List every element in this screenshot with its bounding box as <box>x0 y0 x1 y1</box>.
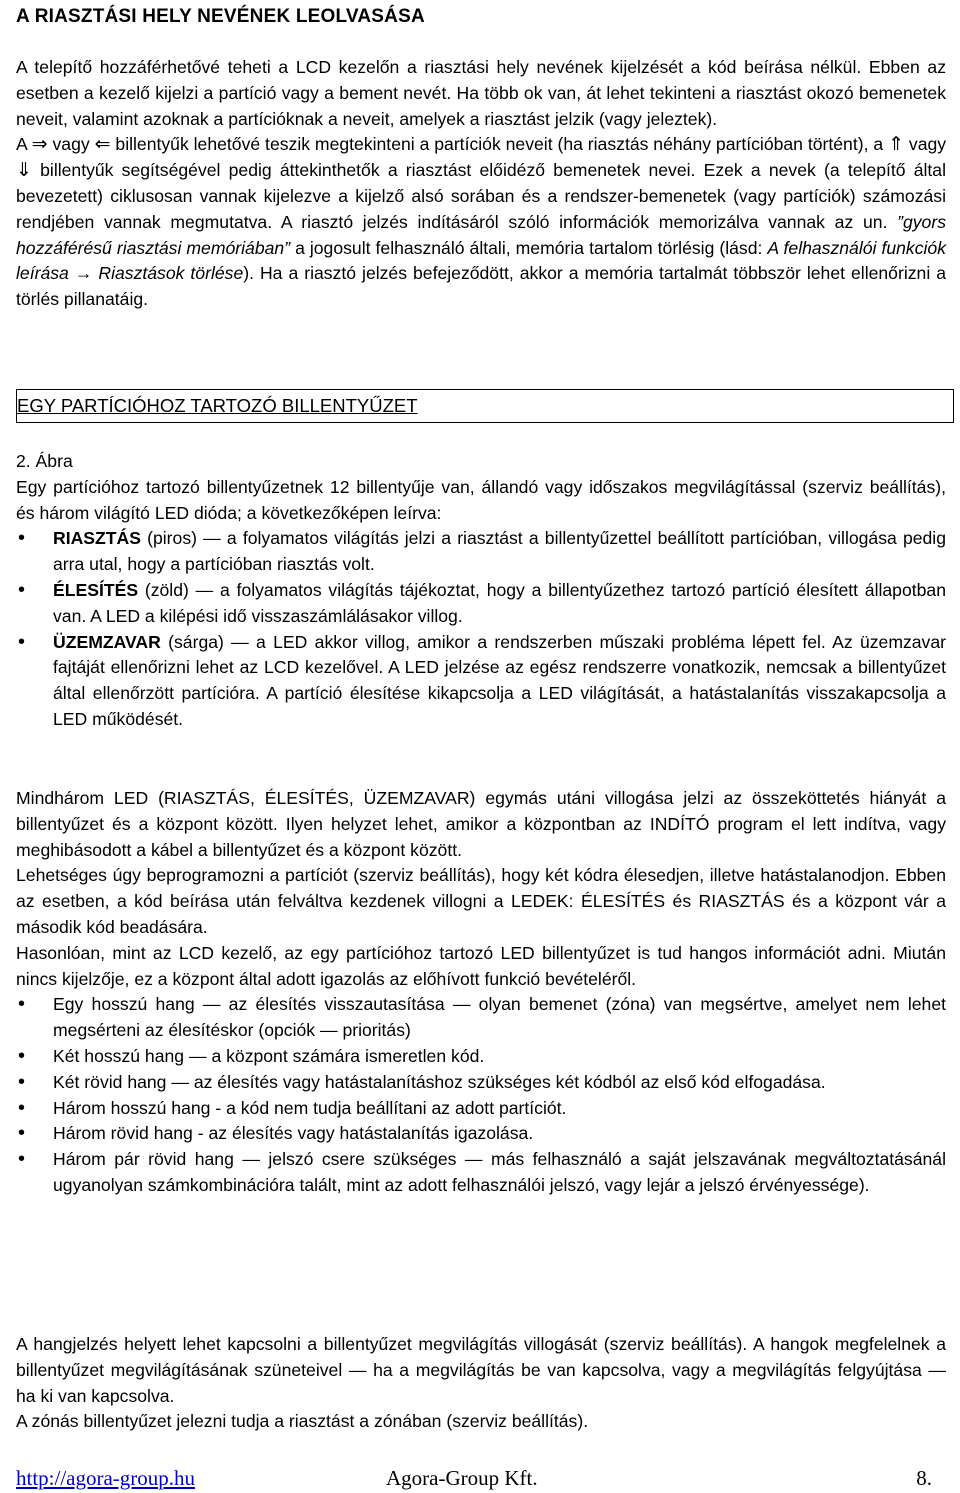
paragraph-leds-blink: Mindhárom LED (RIASZTÁS, ÉLESÍTÉS, ÜZEMZAVAR) egymás utáni villogása jelzi az összeköttetés hiányát a billentyűzet és a központ között. Ilyen helyzet lehet, amikor a központban az INDÍTÓ program el lett indítva, vagy meghibásodott a kábel a billentyűzet és a központ között. <box>16 788 946 860</box>
arrow-down-icon: ⇓ <box>16 160 32 182</box>
section-heading: A RIASZTÁSI HELY NEVÉNEK LEOLVASÁSA <box>16 6 425 27</box>
paragraph-intro: A telepítő hozzáférhetővé teheti a LCD kezelőn a riasztási hely nevének kijelzését a kód beírása nélkül. Ebben az esetben a kezelő kijelzi a partíció vagy a bement nevét. Ha több ok van, át lehet tekinteni a riasztást okozó bemenetek neveit, valamint azoknak a partícióknak a neveit, amelyek a riasztást jelzik (vagy jeleztek). <box>16 57 946 129</box>
text-run: billentyűk segítségével pedig áttekinthetők a riasztást előidéző bemenetek nevei. Ezek a nevek (a telepítő által bevezetett) ciklusosan vannak kijelezve a kijelző alsó sorában és a rendszer-bemenetek (vagy partíciók) számozási rendjében vannak megmutatva. A riasztó jelzés indításáról szóló információk memorizálva vannak az un. <box>16 160 947 232</box>
text-run: vagy <box>52 134 90 155</box>
sound-list <box>16 992 946 1198</box>
paragraph-keys <box>16 132 946 313</box>
list-item <box>16 630 946 733</box>
text-run: A <box>16 134 27 155</box>
list-item <box>16 526 946 578</box>
figure-label: 2. Ábra <box>16 451 73 471</box>
italic-term: ”gyors hozzáférésű riasztási memóriában” <box>16 211 946 258</box>
section-4 <box>16 1332 946 1435</box>
led-list <box>16 526 946 732</box>
led-name: ÜZEMZAVAR <box>53 631 161 652</box>
paragraph-zone: A zónás billentyűzet jelezni tudja a riasztást a zónában (szerviz beállítás). <box>16 1411 589 1432</box>
arrow-left-icon: ⇐ <box>94 134 111 156</box>
list-item: • Egy hosszú hang — az élesítés visszautasítása — olyan bemenet (zóna) van megsértve, amelyet nem lehet megsérteni az élesítéskor (opciók — prioritás) <box>16 992 946 1044</box>
led-description: (zöld) — a folyamatos világítás tájékoztat, hogy a billentyűzethez tartozó partíció élesített állapotban van. A LED a kilépési idő visszaszámlálásakor villog. <box>53 579 946 626</box>
page-footer <box>16 1466 946 1492</box>
arrow-right-icon: ⇒ <box>31 134 48 156</box>
list-item <box>16 578 946 630</box>
led-description: (sárga) — a LED akkor villog, amikor a rendszerben műszaki probléma lépett fel. Az üzemzavar fajtáját ellenőrizni lehet az LCD kezelővel. A LED jelzése az egész rendszerre vonatkozik, nemcsak a billentyűzet által ellenőrzött partícióra. A partíció élesítése kikapcsolja a LED világítását, a hatástalanítás visszakapcsolja a LED működését. <box>53 631 946 729</box>
website-link[interactable]: http://agora-group.hu <box>16 1466 196 1490</box>
paragraph-backlight: A hangjelzés helyett lehet kapcsolni a billentyűzet megvilágítás villogását (szerviz beállítás). A hangok megfelelnek a billentyűzet megvilágításának szüneteivel — ha a megvilágítás be van kapcsolva, vagy a megvilágítás felgyújtása — ha ki van kapcsolva. <box>16 1334 946 1406</box>
paragraph-two-codes: Lehetséges úgy beprogramozni a partíciót (szerviz beállítás), hogy két kódra élesedjen, illetve hatástalanodjon. Ebben az esetben, a kód beírása után felváltva kezdenek villogni a LEDEK: ÉLESÍTÉS és RIASZTÁS és a központ vár a második kód beadására. <box>16 865 946 937</box>
led-name: ÉLESÍTÉS <box>53 579 139 600</box>
text-run: billentyűk lehetővé teszik megtekinteni a partíciók neveit (ha riasztás néhány partícióban történt), a <box>115 134 884 155</box>
paragraph-sound: Hasonlóan, mint az LCD kezelő, az egy partícióhoz tartozó LED billentyűzet is tud hangos információt adni. Miután nincs kijelzője, ez a központ által adott igazolás az előhívott funkció bevételéről. <box>16 942 946 989</box>
company-name: Agora-Group Kft. <box>386 1466 538 1490</box>
section-title: EGY PARTÍCIÓHOZ TARTOZÓ BILLENTYŰZET <box>17 395 418 416</box>
list-item: • Három hosszú hang - a kód nem tudja beállítani az adott partíciót. <box>16 1096 946 1122</box>
text-run: ). Ha a riasztó jelzés befejeződött, akkor a memória tartalmát többször lehet ellenőrizni a törlés pillanatáig. <box>16 263 947 310</box>
list-item: • Két rövid hang — az élesítés vagy hatástalanításhoz szükséges két kódból az első kód elfogadása. <box>16 1070 946 1096</box>
section-title-box <box>16 389 954 423</box>
led-name: RIASZTÁS <box>53 528 141 549</box>
section-1 <box>16 55 946 313</box>
list-item: • Két hosszú hang — a központ számára ismeretlen kód. <box>16 1044 946 1070</box>
section-3 <box>16 786 946 1199</box>
page-number: 8. <box>916 1466 932 1490</box>
arrow-up-icon: ⇑ <box>888 134 904 156</box>
led-description: (piros) — a folyamatos világítás jelzi a riasztást a billentyűzettel beállított partícióban, villogása pedig arra utal, hogy a partícióban riasztás volt. <box>53 528 946 575</box>
text-run: a jogosult felhasználó általi, memória tartalom törlésig (lásd: <box>295 237 763 258</box>
section-2 <box>16 449 946 733</box>
list-item: • Három rövid hang - az élesítés vagy hatástalanítás igazolása. <box>16 1121 946 1147</box>
paragraph-keyboard: Egy partícióhoz tartozó billentyűzetnek 12 billentyűje van, állandó vagy időszakos megvilágítással (szerviz beállítás), és három világító LED dióda; a következőképen leírva: <box>16 476 946 523</box>
italic-reference: A felhasználói funkciók leírása → Riasztások törlése <box>16 237 946 284</box>
list-item: • Három pár rövid hang — jelszó csere szükséges — más felhasználó a saját jelszavának megváltoztatásánál ugyanolyan számkombinációra talált, mint az adott felhasználói jelszó, vagy lejár a jelszó érvényessége). <box>16 1147 946 1199</box>
text-run: vagy <box>908 134 947 155</box>
